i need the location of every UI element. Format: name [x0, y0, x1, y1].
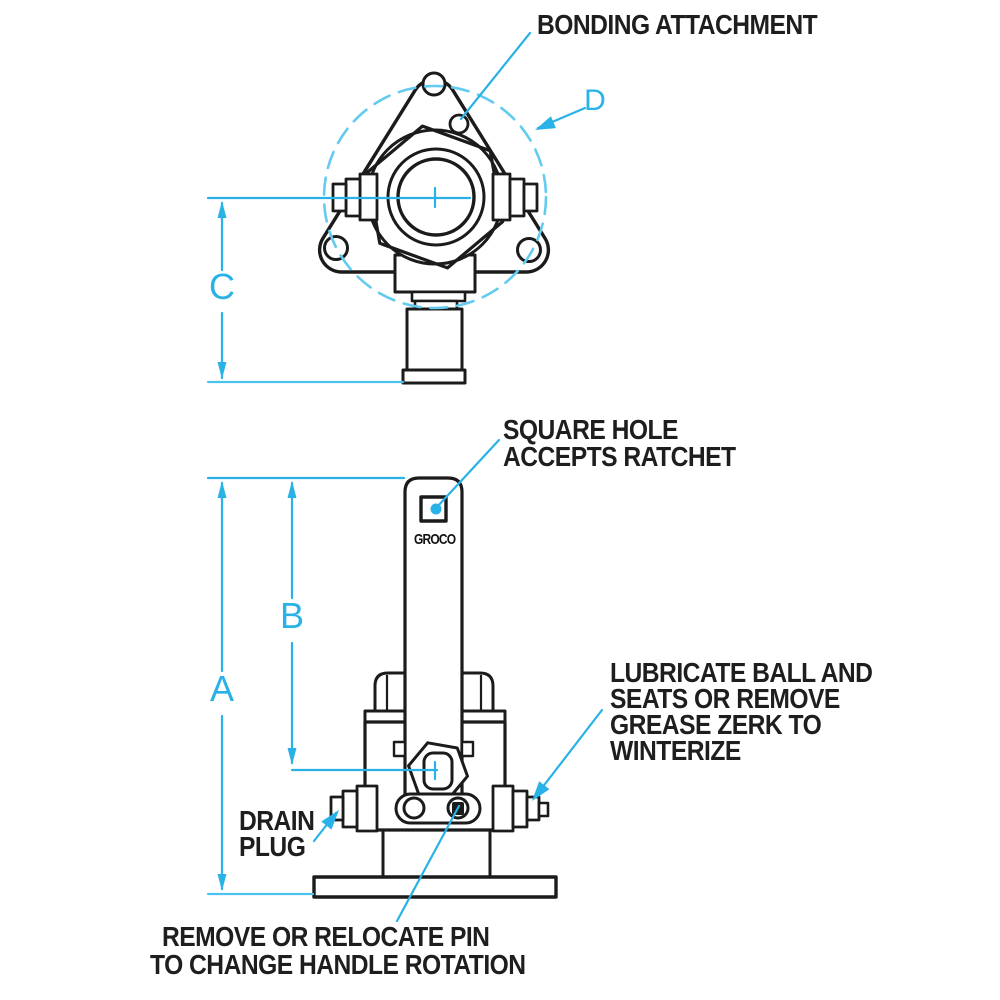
arrow-b-bottom [288, 748, 297, 765]
body-tab-right [462, 742, 473, 756]
lubricate-line-3: GREASE ZERK TO [610, 709, 822, 740]
dimension-label-b: B [279, 595, 304, 636]
drain-plug-line-2: PLUG [239, 831, 306, 862]
arrow-a-bottom [218, 874, 227, 891]
zerk-hex [513, 791, 527, 827]
handle-grip-end [407, 309, 462, 370]
dimension-letter-d: D [584, 84, 606, 117]
lubricate-callout [610, 657, 873, 766]
groco-logo: GROCO [414, 531, 456, 548]
remove-pin-line-1: REMOVE OR RELOCATE PIN [162, 921, 490, 952]
right-fitting-hex [510, 179, 524, 216]
body-tab-left [394, 742, 405, 756]
lubricate-line-2: SEATS OR REMOVE [610, 683, 840, 714]
arrow-d [532, 116, 555, 136]
pin-hole-left [404, 798, 424, 818]
leader-bonding [461, 33, 530, 119]
bonding-attachment-lug [450, 115, 468, 133]
dimension-label-d [565, 80, 625, 116]
right-fitting-collar [493, 174, 510, 220]
stem-step-1 [412, 292, 465, 301]
square-hole-line-1: SQUARE HOLE [503, 414, 678, 445]
arrow-c-top [218, 201, 227, 218]
leader-lubricate [535, 710, 602, 797]
right-fitting-cap [524, 184, 537, 211]
arrow-a-top [218, 481, 227, 498]
zerk-bracket [493, 786, 513, 831]
square-hole-line-2: ACCEPTS RATCHET [503, 441, 736, 472]
drain-plug-bracket [357, 786, 377, 831]
lubricate-line-4: WINTERIZE [610, 735, 741, 766]
handle-grip-cap [403, 370, 465, 383]
bonding-attachment-label: BONDING ATTACHMENT [537, 9, 818, 40]
drain-plug-callout [239, 805, 315, 862]
arrow-b-top [288, 481, 297, 498]
leader-square-hole-dot [431, 504, 442, 515]
drain-plug-line-1: DRAIN [239, 805, 315, 836]
drain-plug-hex [343, 791, 357, 827]
zerk-tip [539, 803, 548, 816]
remove-pin-line-2: TO CHANGE HANDLE ROTATION [150, 949, 526, 980]
dimension-label-c: C [209, 266, 235, 307]
dimension-label-a: A [209, 668, 234, 709]
square-hole-callout [503, 416, 736, 470]
arrow-c-bottom [218, 362, 227, 379]
leader-square-hole [437, 440, 499, 507]
zerk-cap [527, 797, 539, 820]
base-flange [314, 877, 556, 897]
bolt-hole-left [325, 237, 348, 260]
bolt-hole-top [423, 73, 445, 95]
lubricate-line-1: LUBRICATE BALL AND [610, 657, 873, 688]
